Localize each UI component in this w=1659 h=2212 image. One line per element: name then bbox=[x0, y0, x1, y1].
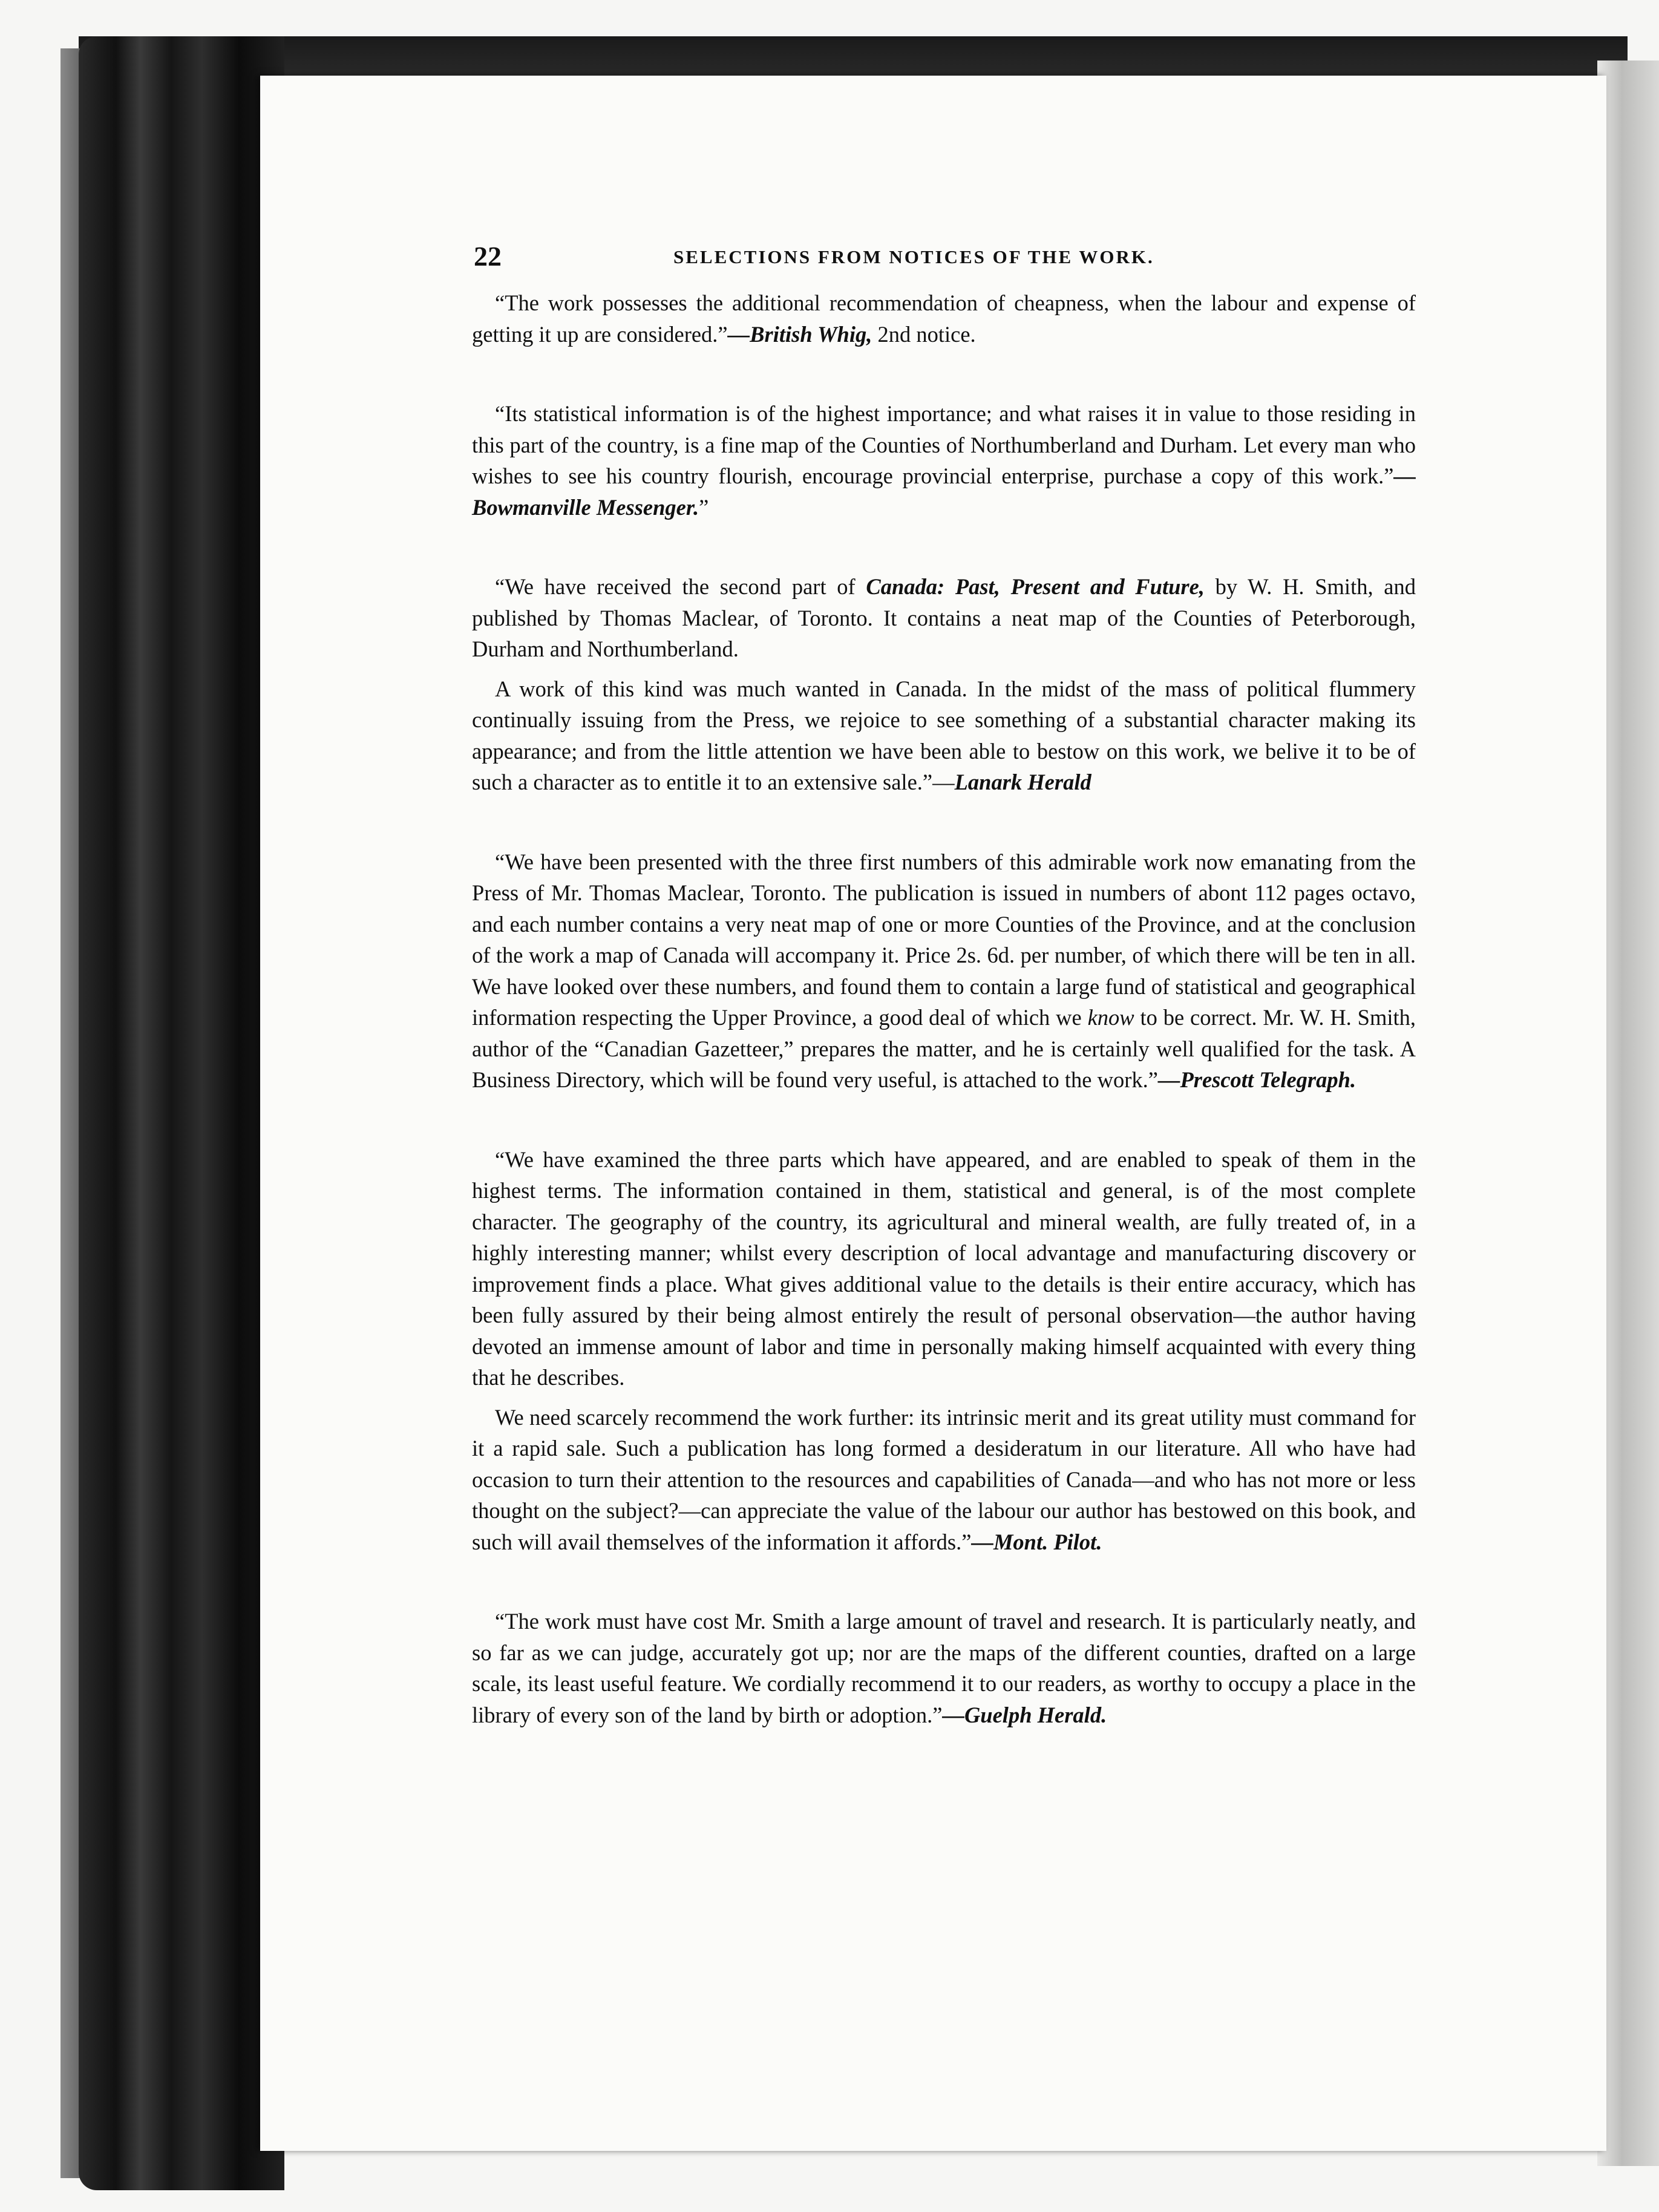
book-spine bbox=[79, 36, 284, 2190]
emphasis: know bbox=[1087, 1005, 1134, 1030]
notice-lanark-herald bbox=[472, 571, 1416, 798]
page-body bbox=[472, 287, 1416, 1779]
notice-paragraph: A work of this kind was much wanted in Canada. In the midst of the mass of political flummery continually issuing from the Press, we rejoice to see something of a substantial character making its appearance; and from the little attention we have been able to bestow on this work, we belive it to be of such a character as to entitle it to an extensive sale.”—Lanark Herald bbox=[472, 676, 1416, 794]
next-page-edge bbox=[1597, 61, 1659, 2166]
running-head: SELECTIONS FROM NOTICES OF THE WORK. bbox=[673, 246, 1154, 267]
notice-paragraph: “We have received the second part of Canada: Past, Present and Future, by W. H. Smith, and published by Thomas Maclear, of Toronto. It contains a neat map of the Counties of Peterborough, Durham and Northumberland. bbox=[472, 574, 1416, 661]
notice-paragraph: “We have been presented with the three first numbers of this admirable work now emanating from the Press of Mr. Thomas Maclear, Toronto. The publication is issued in numbers of abont 112 pages octavo, and each number contains a very neat map of one or more Counties of the Province, and at the conclusion of the work a map of Canada will accompany it. Price 2s. 6d. per number, of which there will be ten in all. We have looked over these numbers, and found them to contain a large fund of statistical and geographical information respecting the Upper Province, a good deal of which we know to be correct. Mr. W. H. Smith, author of the “Canadian Gazetteer,” prepares the matter, and he is certainly well qualified for the task. A Business Directory, which will be found very useful, is attached to the work.”—Prescott Telegraph. bbox=[472, 849, 1416, 1092]
book-page bbox=[260, 76, 1606, 2151]
notice-paragraph: “We have examined the three parts which have appeared, and are enabled to speak of them in the highest terms. The information contained in them, statistical and general, is of the most complete character. The geography of the country, its agricultural and mineral wealth, are fully treated of, in a highly interesting manner; whilst every description of local advantage and manufacturing discovery or improvement finds a place. What gives additional value to the details is their entire accuracy, which has been fully assured by their being almost entirely the result of personal observation—the author having devoted an immense amount of labor and time in personally making himself acquainted with every thing that he describes. bbox=[472, 1147, 1416, 1390]
notice-prescott-telegraph bbox=[472, 846, 1416, 1096]
notice-british-whig bbox=[472, 287, 1416, 350]
notice-paragraph: We need scarcely recommend the work further: its intrinsic merit and its great utility must command for it a rapid sale. Such a publication has long formed a desideratum in our literature. All who have had occasion to turn their attention to the resources and capabilities of Canada—and who has not more or less thought on the subject?—can appreciate the value of the labour our author has bestowed on this book, and such will avail themselves of the information it affords.”—Mont. Pilot. bbox=[472, 1404, 1416, 1554]
notice-paragraph: “Its statistical information is of the highest importance; and what raises it in value to those residing in this part of the country, is a fine map of the Counties of Northumberland and Durham. Let every man who wishes to see his country flourish, encourage provincial enterprise, purchase a copy of this work.”—Bowmanville Messenger.” bbox=[472, 401, 1416, 520]
notice-source: Lanark Herald bbox=[954, 770, 1091, 794]
page-number: 22 bbox=[474, 241, 502, 272]
notice-source: —British Whig, bbox=[727, 321, 872, 347]
book-title: Canada: Past, Present and Future, bbox=[866, 574, 1205, 599]
page-header bbox=[474, 240, 1436, 276]
notice-source: —Guelph Herald. bbox=[942, 1702, 1107, 1727]
notice-mont-pilot bbox=[472, 1144, 1416, 1558]
notice-source: —Mont. Pilot. bbox=[971, 1529, 1102, 1554]
notice-guelph-herald bbox=[472, 1606, 1416, 1730]
notice-source: —Prescott Telegraph. bbox=[1157, 1067, 1356, 1092]
notice-source: —Bowmanville Messenger. bbox=[472, 463, 1416, 520]
notice-paragraph: “The work must have cost Mr. Smith a large amount of travel and research. It is particularly neatly, and so far as we can judge, accurately got up; nor are the maps of the different counties, drafted on a large scale, its least useful feature. We cordially recommend it to our readers, as worthy to occupy a place in the library of every son of the land by birth or adoption.”—Guelph Herald. bbox=[472, 1609, 1416, 1727]
book-top-shadow bbox=[79, 36, 1628, 79]
notice-bowmanville-messenger bbox=[472, 398, 1416, 523]
notice-paragraph: “The work possesses the additional recommendation of cheapness, when the labour and expense of getting it up are considered.”—British Whig, 2nd notice. bbox=[472, 290, 1416, 347]
